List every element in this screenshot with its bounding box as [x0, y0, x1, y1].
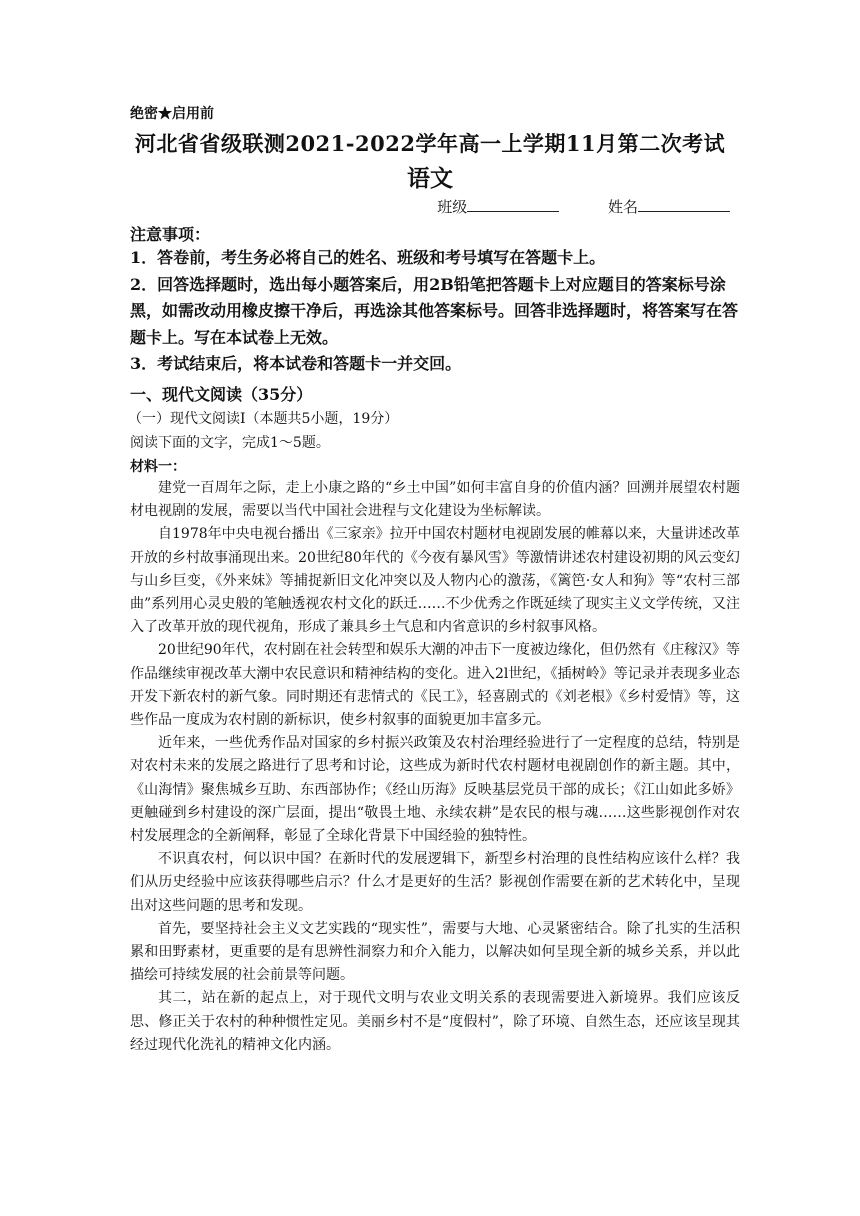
notice-heading: 注意事项： [130, 225, 211, 244]
section-subheading: （一）现代文阅读Ⅰ（本题共5小题，19分） [128, 411, 399, 427]
student-info-fields [130, 196, 730, 217]
paragraph: 不识真农村，何以识中国？在新时代的发展逻辑下，新型乡村治理的良性结构应该什么样？我们从历史经验中应该获得哪些启示？什么才是更好的生活？影视创作需要在新的艺术转化中，呈现出对这些问题的思考和发现。 [130, 851, 740, 914]
paragraph: 自1978年中央电视台播出《三家亲》拉开中国农村题材电视剧发展的帷幕以来，大量讲述改革开放的乡村故事涌现出来。20世纪80年代的《今夜有暴风雪》等激情讲述农村建设初期的风云变幻与山乡巨变，《外来妹》等捕捉新旧文化冲突以及人物内心的激荡，《篱笆·女人和狗》等“农村三部曲”系列用心灵史般的笔触透视农村文化的跃迁……不少优秀之作既延续了现实主义文学传统，又注入了改革开放的现代视角，形成了兼具乡土气息和内省意识的乡村叙事风格。 [130, 526, 740, 636]
subject-title: 语文 [407, 165, 453, 192]
paragraph: 20世纪90年代，农村剧在社会转型和娱乐大潮的冲击下一度被边缘化，但仍然有《庄稼汉》等作品继续审视改革大潮中农民意识和精神结构的变化。进入2l世纪，《插树岭》等记录并表现多业态开发下新农村的新气象。同时期还有悲情式的《民工》，轻喜剧式的《刘老根》《乡村爱情》等，这些作品一度成为农村剧的新标识，使乡村叙事的面貌更加丰富多元。 [130, 642, 740, 729]
class-blank-line[interactable] [467, 197, 559, 212]
notice-item: 3．考试结束后，将本试卷和答题卡一并交回。 [130, 354, 462, 373]
section-heading: 一、现代文阅读（35分） [130, 385, 313, 404]
reading-instruction: 阅读下面的文字，完成1～5题。 [130, 435, 330, 451]
material-text [130, 477, 740, 1057]
exam-title: 河北省省级联测2021-2022学年高一上学期11月第二次考试 [134, 131, 726, 156]
name-label: 姓名 [607, 198, 638, 216]
material-label: 材料一： [130, 459, 186, 475]
notice-item: 2．回答选择题时，选出每小题答案后，用2B铅笔把答题卡上对应题目的答案标号涂黑，如需改动用橡皮擦干净后，再选涂其他答案标号。回答非选择题时，将答案写在答题卡上。写在本试卷上无效。 [130, 274, 739, 347]
notice-list [130, 245, 740, 378]
notice-item: 1．答卷前，考生务必将自己的姓名、班级和考号填写在答题卡上。 [130, 248, 606, 267]
paragraph: 其二，站在新的起点上，对于现代文明与农业文明关系的表现需要进入新境界。我们应该反思、修正关于农村的种种惯性定见。美丽乡村不是“度假村”，除了环境、自然生态，还应该呈现其经过现代化洗礼的精神文化内涵。 [130, 990, 740, 1053]
confidential-mark: 绝密★启用前 [130, 106, 214, 122]
paragraph: 近年来，一些优秀作品对国家的乡村振兴政策及农村治理经验进行了一定程度的总结，特别是对农村未来的发展之路进行了思考和讨论，这些成为新时代农村题材电视剧创作的新主题。其中，《山海情》聚焦城乡互助、东西部协作；《经山历海》反映基层党员干部的成长；《江山如此多娇》更触碰到乡村建设的深广层面，提出“敬畏土地、永续农耕”是农民的根与魂……这些影视创作对农村发展理念的全新阐释，彰显了全球化背景下中国经验的独特性。 [130, 735, 740, 845]
name-blank-line[interactable] [638, 197, 730, 212]
paragraph: 首先，要坚持社会主义文艺实践的“现实性”，需要与大地、心灵紧密结合。除了扎实的生活积累和田野素材，更重要的是有思辨性洞察力和介入能力，以解决如何呈现全新的城乡关系，并以此描绘可持续发展的社会前景等问题。 [130, 920, 740, 984]
class-label: 班级 [437, 198, 468, 216]
name-field[interactable] [608, 196, 730, 217]
class-field[interactable] [437, 196, 559, 217]
paragraph: 建党一百周年之际，走上小康之路的“乡土中国”如何丰富自身的价值内涵？回溯并展望农村题材电视剧的发展，需要以当代中国社会进程与文化建设为坐标解读。 [130, 480, 740, 520]
